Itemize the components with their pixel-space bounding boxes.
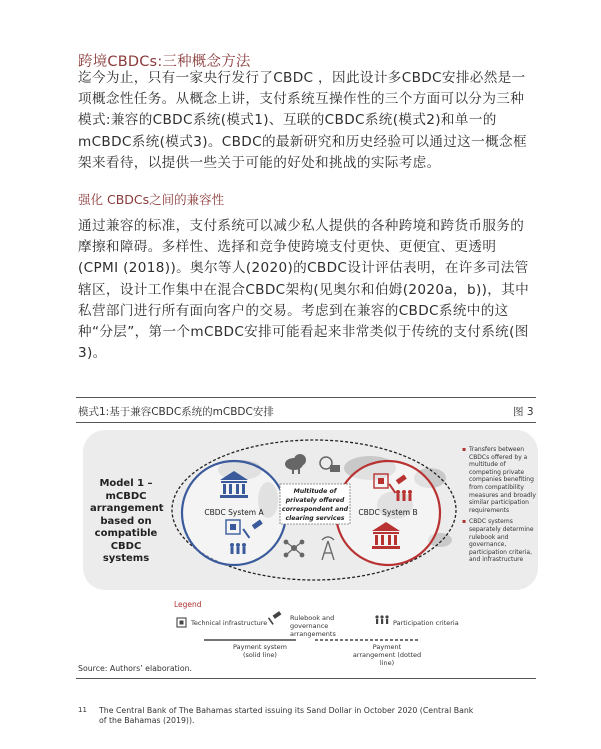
tower-icon <box>322 537 334 560</box>
people-icon-b <box>396 490 412 501</box>
footnote-number: 11 <box>78 706 87 714</box>
subsection-paragraph: 通过兼容的标准，支付系统可以减少私人提供的各种跨境和跨货币服务的摩擦和障碍。多样性、选择和竞争使跨境支付更快、更便宜、更透明(CPMI (2018))。奥尔等人(2020)的CBDC设计评估表明，在许多司法管辖区，设计工作集中在混合CBDC架构(见奥尔和伯姆(2020a，b))，其中私营部门进行所有面向客户的交易。考虑到在兼容的CBDC系统中的这种“分层”，第一个mCBDC安排可能看起来非常类似于传统的支付系统(图3)。 <box>78 218 530 362</box>
services-line-4: clearing services <box>285 515 345 522</box>
figure-caption: 模式1:基于兼容CBDC系统的mCBDC安排 <box>78 406 274 418</box>
legend-title: Legend <box>174 600 202 609</box>
figure-source: Source: Authors’ elaboration. <box>78 664 193 673</box>
section-title: 跨境CBDCs:三种概念方法 <box>78 54 251 70</box>
legend-rulebook-label: Rulebook and governance arrangements <box>290 614 336 638</box>
section-paragraph: 迄今为止，只有一家央行发行了CBDC ，因此设计多CBDC安排必然是一项概念性任务。从概念上讲，支付系统互操作性的三个方面可以分为三种模式:兼容的CBDC系统(模式1)、互联的CBDC系统(模式2)和单一的mCBDC系统(模式3)。CBDC的最新研究和历史经验可以通过这一概念框架来看待，以提供一些关于可能的好处和挑战的实际考虑。 <box>78 70 527 171</box>
cloud-icon <box>285 454 306 474</box>
model-label: Model 1 – mCBDC arrangement based on compatible CBDC systems <box>90 478 164 564</box>
legend-payment-system-label: Payment system (solid line) <box>232 643 288 659</box>
figure-number: 图 3 <box>513 406 534 418</box>
legend-participation-label: Participation criteria <box>393 619 459 627</box>
legend-people-icon <box>375 615 388 624</box>
legend-chip-icon <box>177 618 186 627</box>
services-line-2: privately offered <box>285 497 345 504</box>
network-icon <box>284 540 304 557</box>
legend-gavel-icon <box>268 611 282 625</box>
people-icon-a <box>230 543 246 554</box>
note-item: ▪ Transfers between CBDCs offered by a multitude of competing private companies benefiting from compatibility measures and broadly similar participation requirements <box>462 446 538 514</box>
system-a-label: CBDC System A <box>204 508 264 517</box>
figure-notes <box>462 446 538 568</box>
footnote-text: The Central Bank of The Bahamas started issuing its Sand Dollar in October 2020 (Central Bank of the Bahamas (2019)). <box>99 706 474 725</box>
figure-bottom-rule <box>76 678 536 679</box>
services-line-3: correspondent and <box>281 506 349 513</box>
note-item: ▪ CBDC systems separately determine rulebook and governance, participation criteria, and infrastructure <box>462 518 538 564</box>
legend-payment-arrangement-label: Payment arrangement (dotted line) <box>352 643 422 667</box>
exchange-icon <box>320 457 340 472</box>
system-b-label: CBDC System B <box>358 508 418 517</box>
services-line-1: Multitude of <box>293 488 337 495</box>
subsection-title: 强化 CBDCs之间的兼容性 <box>78 192 225 207</box>
legend-technical-label: Technical infrastructure <box>191 619 268 627</box>
